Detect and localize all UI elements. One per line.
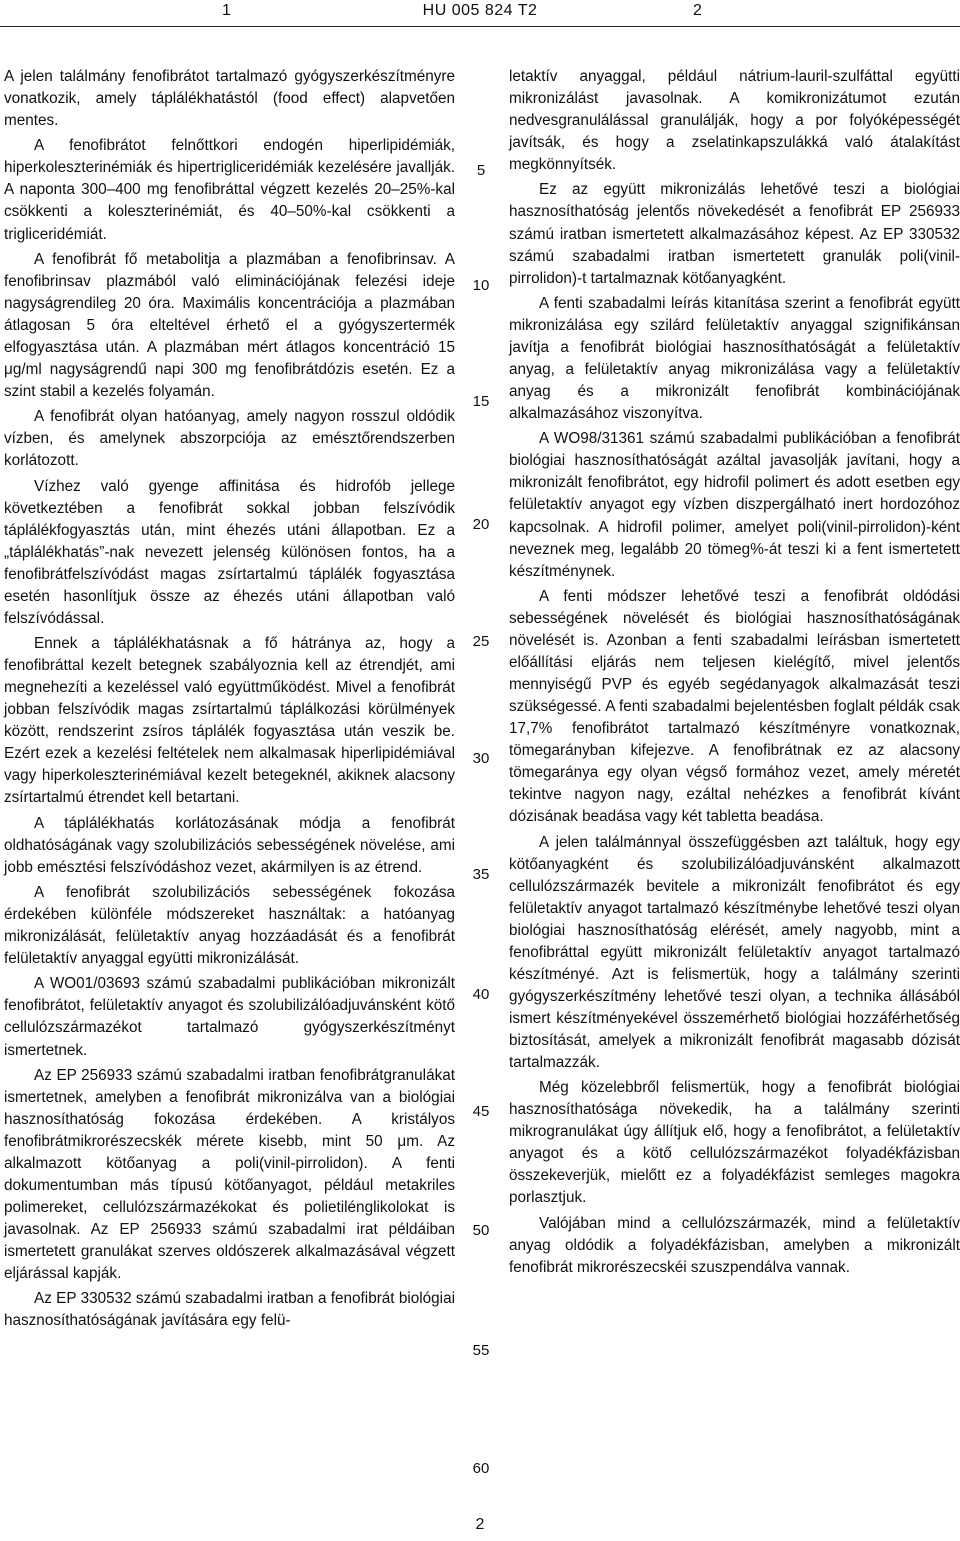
paragraph: A fenti módszer lehetővé teszi a fenofibrát oldódási sebességének növelését és biológiai hasznosíthatóságának növelését is. Azonban a fenti szabadalmi leírásban ismertetett előállítási eljárás nem teljesen kielégítő, mivel jelentős mennyiségű PVP és egyéb segédanyagok alkalmazását teszi szükségessé. A fenti szabadalmi bejelentésben foglalt példák csak 17,7% fenofibrátot tartalmazó készítményre vonatkoznak, tömegarányban kifejezve. A fenofibrátnak ez az alacsony tömegaránya egy olyan végső formához vezet, amely méretét tekintve nagyon nagy, ezáltal nehézkes a fenofibrát kívánt dózisának beadása vagy két tabletta beadása. xyxy=(509,587,960,826)
paragraph: A WO01/03693 számú szabadalmi publikációban mikronizált fenofibrátot, felületaktív anyagot és szolubilizálóadjuvánsként kötő cellulózszármazékot tartalmazó gyógyszerkészítményt ismertetnek. xyxy=(4,975,455,1059)
paragraph: A jelen találmány fenofibrátot tartalmazó gyógyszerkészítményre vonatkozik, amely táplálékhatástól (food effect) alapvetően mentes. xyxy=(4,68,455,130)
paragraph: Ennek a táplálékhatásnak a fő hátránya az, hogy a fenofibráttal kezelt betegnek szabályoznia kell az étrendjét, ami megnehezíti a kezeléssel való együttműködést. Mivel a fenofibrát jobban felszívódik magas zsírtartalmú táplálkozási körülmények között, rendszerint zsíros táplálék fogyasztása után veszik be. Ezért ezek a kezelési feltételek nem alkalmasak hiperlipidémiával vagy hiperkoleszterinémiával kezelt betegeknél, akiknek alacsony zsírtartalmú étrendet kell betartani. xyxy=(4,635,455,807)
page-number-left: 1 xyxy=(222,2,231,19)
line-number: 10 xyxy=(472,277,490,294)
line-number: 15 xyxy=(472,393,490,410)
paragraph: A WO98/31361 számú szabadalmi publikációban a fenofibrát biológiai hasznosíthatóságát azáltal javasolják javítani, hogy a mikronizált fenofibrátot, egy hidrofil polimert és adott esetben egy felületaktív anyagot egy vízben diszpergálható inert hordozóhoz kapcsolnak. A hidrofil polimer, amelyet poli(vinil-pirrolidon)-ként neveznek meg, legalább 20 tömeg%-át teszi ki a fent ismertetett készítménynek. xyxy=(509,430,960,580)
paragraph: A fenofibrátot felnőttkori endogén hiperlipidémiák, hiperkoleszterinémiák és hipertrigliceridémiák kezelésére javallják. A naponta 300–400 mg fenofibráttal végzett kezelés 20–25%-kal csökkenti a koleszterinémiát, és 40–50%-kal csökkenti a trigliceridémiát. xyxy=(4,137,455,243)
page-number-right: 2 xyxy=(693,2,702,19)
paragraph: A fenofibrát olyan hatóanyag, amely nagyon rosszul oldódik vízben, és amelynek abszorpciója az emésztőrendszerben korlátozott. xyxy=(4,408,455,470)
paragraph: Az EP 330532 számú szabadalmi iratban a fenofibrát biológiai hasznosíthatóságának javítására egy felü- xyxy=(4,1290,455,1330)
right-column xyxy=(509,66,960,1282)
paragraph: A jelen találmánnyal összefüggésben azt találtuk, hogy egy kötőanyagként és szolubilizálóadjuvánsként alkalmazott cellulózszármazék bevitele a mikronizált fenofibrátot és egy felületaktív anyagot tartalmazó készítménybe lehetővé teszi olyan biológiai hasznosíthatóság elérését, amely nagyobb, mint a fenofibráttal együtt mikronizált felületaktív anyagot tartalmazó készítményé. Azt is felismertük, hogy a találmány szerinti gyógyszerkészítmény lehetővé teszi olyan, a technika állásából ismert készítményekével összemérhető biológiai hozzáférhetőség biztosítását, amelyek a mikronizált fenofibrát magasabb dózisát tartalmazzák. xyxy=(509,833,960,1071)
paragraph: A fenti szabadalmi leírás kitanítása szerint a fenofibrát együtt mikronizálása egy szilárd felületaktív anyaggal szignifikánsan javítja a fenofibrát biológiai hasznosíthatóságát a felületaktív anyag, a felületaktív anyag mikronizálása vagy a felületaktív anyag és a mikronizált fenofibrát kombinációjának alkalmazásához viszonyítva. xyxy=(509,294,960,423)
paragraph: Még közelebbről felismertük, hogy a fenofibrát biológiai hasznosíthatósága növekedik, ha a találmány szerinti mikrogranulákat úgy állítjuk elő, hogy a fenofibrátot, a felületaktív anyagot és a kötő cellulózszármazékot folyadékfázisban összekeverjük, mielőtt ez a folyadékfázist semleges magokra porlasztjuk. xyxy=(509,1079,960,1207)
paragraph: A fenofibrát szolubilizációs sebességének fokozása érdekében különféle módszereket használtak: a hatóanyag mikronizálását, felületaktív anyag hozzáadását és a fenofibrát felületaktív anyaggal együtti mikronizálását. xyxy=(4,884,455,968)
line-number: 25 xyxy=(472,633,490,650)
line-number: 40 xyxy=(472,986,490,1003)
left-column xyxy=(4,66,455,1336)
line-number: 35 xyxy=(472,866,490,883)
line-number: 20 xyxy=(472,516,490,533)
paragraph: Az EP 256933 számú szabadalmi iratban fenofibrátgranulákat ismertetnek, amelyben a fenofibrát mikronizálva van a biológiai hasznosíthatóság fokozása érdekében. A kristályos fenofibrátmikrorészecskék mérete kisebb, mint 50 μm. Az alkalmazott kötőanyag a poli(vinil-pirrolidon). A fenti dokumentumban más típusú kötőanyagot, például metakriles polimereket, cellulózszármazékokat és polietilénglikolokat is javasolnak. Az EP 256933 számú szabadalmi irat példáiban ismertetett granulákat szerves oldószerek alkalmazásával végzett eljárással kapják. xyxy=(4,1066,455,1283)
document-id: HU 005 824 T2 xyxy=(422,2,538,19)
paragraph: letaktív anyaggal, például nátrium-lauril-szulfáttal együtti mikronizálást javasolnak. A komikronizátumot ezután nedvesgranulálással granulálják, hogy a por folyóképességét javítsák, és hogy a zselatinkapszulákká való átalakítást megkönnyítsék. xyxy=(509,68,960,174)
line-number-gutter xyxy=(463,0,499,1541)
line-number: 50 xyxy=(472,1222,490,1239)
line-number: 60 xyxy=(472,1460,490,1477)
paragraph: Vízhez való gyenge affinitása és hidrofób jellege következtében a fenofibrát sokkal jobban felszívódik táplálékfogyasztás után, mint éhezés utáni állapotban. Ez a „táplálékhatás”-nak nevezett jelenség különösen fontos, ha a fenofibrátfelszívódást magas zsírtartalmú táplálék fogyasztása esetén hasonlítjuk össze az éhezés utáni állapotban való felszívódással. xyxy=(4,477,455,627)
line-number: 5 xyxy=(476,162,486,179)
line-number: 45 xyxy=(472,1103,490,1120)
paragraph: A táplálékhatás korlátozásának módja a fenofibrát oldhatóságának vagy szolubilizációs sebességének növelése, ami jobb emésztési felszívódáshoz vezet, akármilyen is az étrend. xyxy=(4,814,455,876)
paragraph: Ez az együtt mikronizálás lehetővé teszi a biológiai hasznosíthatóság jelentős növekedését a fenofibrát EP 256933 számú iratban ismertetett alkalmazásához képest. Az EP 330532 számú szabadalmi iratban ismertetett granulák poli(vinil-pirrolidon)-t tartalmaznak kötőanyagként. xyxy=(509,181,960,287)
paragraph: A fenofibrát fő metabolitja a plazmában a fenofibrinsav. A fenofibrinsav plazmából való eliminációjának felezési ideje nagyságrendileg 20 óra. Maximális koncentrációja a plazmában átlagosan 5 óra elteltével érhető el a gyógyszertermék elfogyasztása után. A plazmában mért átlagos koncentráció 15 μg/ml nagyságrendű napi 300 mg fenofibrátdózis esetén. Ez a szint stabil a kezelés folyamán. xyxy=(4,250,455,401)
line-number: 30 xyxy=(472,750,490,767)
line-number: 55 xyxy=(472,1342,490,1359)
footer-page-number: 2 xyxy=(475,1516,485,1533)
paragraph: Valójában mind a cellulózszármazék, mind a felületaktív anyag oldódik a folyadékfázisban, amelyben a mikronizált fenofibrát mikrorészecskéi szuszpendálva vannak. xyxy=(509,1214,960,1276)
